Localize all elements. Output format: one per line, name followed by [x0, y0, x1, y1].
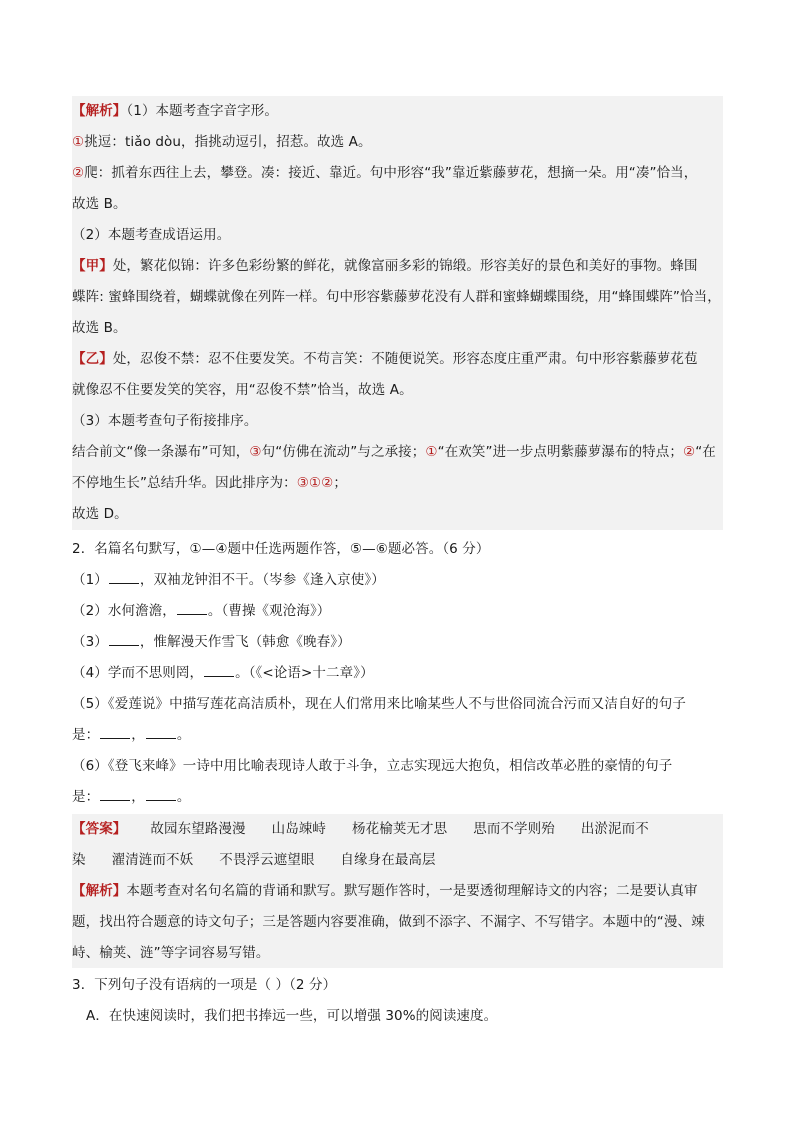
analysis-line: 就像忍不住要发笑的笑容，用“忍俊不禁”恰当，故选 A。	[72, 382, 413, 398]
analysis-line: 题，找出符合题意的诗文句子；三是答题内容要准确，做到不添字、不漏字、不写错字。本题中的“漫、竦	[72, 914, 705, 930]
analysis-line: 【乙】处，忍俊不禁：忍不住要发笑。不苟言笑：不随便说笑。形容态度庄重严肃。句中形容紫藤萝花苞	[72, 351, 698, 367]
question-title: 2．名篇名句默写，①—④题中任选两题作答，⑤—⑥题必答。（6 分）	[72, 541, 490, 557]
answer-blank[interactable]	[204, 662, 234, 677]
answer-label: 【答案】	[72, 821, 127, 837]
analysis-label: 【解析】	[72, 103, 127, 119]
analysis-block-q1	[72, 96, 723, 530]
question-title: 3．下列句子没有语病的一项是（ ）（2 分）	[72, 977, 337, 993]
analysis-line: ①挑逗：tiǎo dòu，指挑动逗引，招惹。故选 A。	[72, 134, 372, 150]
question-line: （1） ，双袖龙钟泪不干。（岑参《逢入京使》）	[72, 565, 723, 596]
answer-line: 【答案】 故园东望路漫漫 山岛竦峙 杨花榆荚无才思 思而不学则殆 出淤泥而不	[72, 821, 649, 837]
answer-line: 染 濯清涟而不妖 不畏浮云遮望眼 自缘身在最高层	[72, 852, 436, 868]
analysis-line: 【解析】（1）本题考查字音字形。	[72, 103, 278, 119]
answer-blank[interactable]	[109, 631, 139, 646]
analysis-line: 不停地生长”总结升华。因此排序为：③①②；	[72, 475, 347, 491]
analysis-line: 故选 B。	[72, 196, 127, 212]
analysis-line: 故选 D。	[72, 506, 128, 522]
answer-block-q2	[72, 814, 723, 968]
question-line: （2）水何澹澹， 。（曹操《观沧海》）	[72, 596, 723, 627]
answer-blank[interactable]	[177, 600, 207, 615]
answer-blank[interactable]	[100, 786, 130, 801]
answer-blank[interactable]	[100, 724, 130, 739]
answer-blank[interactable]	[146, 786, 176, 801]
question-line: （4）学而不思则罔， 。（《<论语>十二章》）	[72, 658, 723, 689]
question-line: 是： ， 。	[72, 782, 723, 813]
question-line: 是： ， 。	[72, 720, 723, 751]
analysis-line: 故选 B。	[72, 320, 127, 336]
question-line: （5）《爱莲说》中描写莲花高洁质朴，现在人们常用来比喻某些人不与世俗同流合污而又洁自好的句子	[72, 696, 686, 712]
question-line: （6）《登飞来峰》一诗中用比喻表现诗人敢于斗争，立志实现远大抱负，相信改革必胜的豪情的句子	[72, 758, 673, 774]
analysis-line: （3）本题考查句子衔接排序。	[72, 413, 258, 429]
analysis-line: 峙、榆荚、涟”等字词容易写错。	[72, 945, 270, 961]
answer-blank[interactable]	[146, 724, 176, 739]
analysis-label: 【解析】	[72, 883, 127, 899]
analysis-line: ②爬：抓着东西往上去，攀登。凑：接近、靠近。句中形容“我”靠近紫藤萝花，想摘一朵。用“凑”恰当，	[72, 165, 698, 181]
question-2	[72, 534, 723, 813]
analysis-line: 结合前文“像一条瀑布”可知，③句“仿佛在流动”与之承接；①“在欢笑”进一步点明紫藤萝瀑布的特点；②“在	[72, 444, 716, 460]
question-3	[72, 970, 723, 1032]
analysis-line: 【甲】处，繁花似锦：许多色彩纷繁的鲜花，就像富丽多彩的锦缎。形容美好的景色和美好的事物。蜂围	[72, 258, 698, 274]
option-a[interactable]: A．在快速阅读时，我们把书捧远一些，可以增强 30%的阅读速度。	[86, 1008, 498, 1024]
analysis-line: 【解析】本题考查对名句名篇的背诵和默写。默写题作答时，一是要透彻理解诗文的内容；二是要认真审	[72, 883, 698, 899]
answer-blank[interactable]	[109, 569, 139, 584]
analysis-line: （2）本题考查成语运用。	[72, 227, 231, 243]
analysis-line: 蝶阵: 蜜蜂围绕着，蝴蝶就像在列阵一样。句中形容紫藤萝花没有人群和蜜蜂蝴蝶围绕，用“蜂围蝶阵”恰当，	[72, 289, 721, 305]
question-line: （3） ，惟解漫天作雪飞（韩愈《晚春》）	[72, 627, 723, 658]
